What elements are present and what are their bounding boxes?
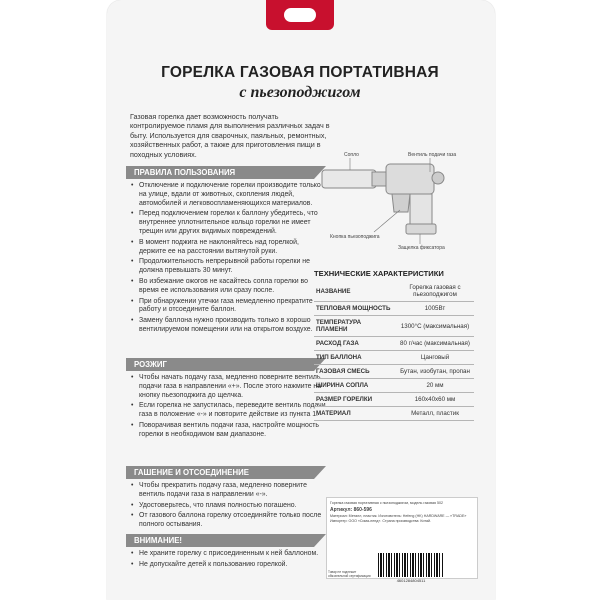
torch-diagram [310,150,470,250]
section-heading-rules: ПРАВИЛА ПОЛЬЗОВАНИЯ [126,166,314,179]
spec-key: РАСХОД ГАЗА [314,337,396,351]
article-line [330,508,474,513]
grip-shape [410,194,432,224]
table-row [314,316,474,337]
barcode-number: 4601284804511 [396,578,426,583]
article-number: 860-596 [353,506,372,513]
spec-key: ШИРИНА СОПЛА [314,379,396,393]
section-heading-warning: ВНИМАНИЕ! [126,534,314,547]
table-row [314,302,474,316]
article-label: Артикул: [330,506,353,513]
label-valve: Вентиль подачи газа [408,152,457,158]
specs-title: ТЕХНИЧЕСКИЕ ХАРАКТЕРИСТИКИ [314,269,444,278]
info-line: Горелка газовая портативная с пьезоподжигом, модель газовая 502 [330,501,443,505]
label-piezo: Кнопка пьезоподжига [330,234,380,240]
spec-value: Цанговый [396,351,474,365]
intro-text: Газовая горелка дает возможность получать контролируемое пламя для выполнения различных задач в быту. Используется для сварочных, паяльных, ремонтных, хозяйственных работ, а также для приготовления пищи в походных условиях. [130,112,330,159]
product-title: ГОРЕЛКА ГАЗОВАЯ ПОРТАТИВНАЯ [161,64,439,81]
spec-key: НАЗВАНИЕ [314,281,396,302]
spec-value: Металл, пластик [396,407,474,421]
spec-value: 20 мм [396,379,474,393]
spec-key: ТИП БАЛЛОНА [314,351,396,365]
spec-key: МАТЕРИАЛ [314,407,396,421]
specs-table [314,281,474,421]
list-item: • Чтобы прекратить подачу газа, медленно поверните вентиль подачи газа в направлении «-». [130,482,326,500]
list-item: • Перед подключением горелки к баллону убедитесь, что внутреннее уплотнительное кольцо горелки не имеет трещин или других видимых повреждений. [130,210,326,236]
spec-value: Горелка газовая с пьезоподжигом [396,281,474,302]
list-item: • Не допускайте детей к пользованию горелкой. [130,561,326,570]
valve-shape [432,172,444,184]
small-print: Материал: Металл, пластик. Изготовитель: Hefeng (HK) HARDWARE — «TRADE» Импортер: ООО «Сима-ленд». Страна производства: Китай. [330,514,467,523]
spec-value: 1300°C (максимальная) [396,316,474,337]
table-row [314,337,474,351]
list-item: • Замену баллона нужно производить только в хорошо вентилируемом помещении или на открытом воздухе. [130,317,326,335]
list-item: • Во избежание ожогов не касайтесь сопла горелки во время ее использования или сразу после. [130,278,326,296]
table-row [314,365,474,379]
torch-body-shape [386,164,434,194]
spec-key: ТЕПЛОВАЯ МОЩНОСТЬ [314,302,396,316]
warning-list [130,550,326,572]
hang-hole [284,8,316,22]
title-block [118,64,482,102]
section-heading-shutdown: ГАШЕНИЕ И ОТСОЕДИНЕНИЕ [126,466,314,479]
spec-value: 160x40x60 мм [396,393,474,407]
table-row [314,281,474,302]
list-item: • От газового баллона горелку отсоединяйте только после полного остывания. [130,512,326,530]
spec-key: РАЗМЕР ГОРЕЛКИ [314,393,396,407]
ignition-list [130,374,326,442]
section-heading-ignition: РОЗЖИГ [126,358,314,371]
rules-list [130,182,326,337]
list-item: • При обнаружении утечки газа немедленно прекратите работу и отсоедините баллон. [130,298,326,316]
list-item: • Чтобы начать подачу газа, медленно поверните вентиль подачи газа в направлении «+». После этого нажмите на кнопку пьезоподжига до щелчка. [130,374,326,400]
spec-value: 80 г/час (максимальная) [396,337,474,351]
spec-key: ГАЗОВАЯ СМЕСЬ [314,365,396,379]
shutdown-list [130,482,326,532]
label-nozzle: Сопло [344,152,359,158]
barcode [378,553,444,577]
spec-key: ТЕМПЕРАТУРА ПЛАМЕНИ [314,316,396,337]
certification-note: Товар не подлежит обязательной сертификации [328,570,371,578]
trigger-shape [392,194,410,212]
list-item: • Удостоверьтесь, что пламя полностью погашено. [130,502,326,511]
table-row [314,407,474,421]
table-row [314,393,474,407]
list-item: • В момент поджига не наклоняйтесь над горелкой, держите ее на расстоянии вытянутой руки. [130,239,326,257]
label-latch: Защелка фиксатора [398,245,445,250]
spec-value: Бутан, изобутан, пропан [396,365,474,379]
list-item: • Если горелка не запустилась, переведите вентиль подачи газа в положение «-» и повторите действие из пункта 1. [130,402,326,420]
list-item: • Не храните горелку с присоединенным к ней баллоном. [130,550,326,559]
table-row [314,351,474,365]
product-subtitle: с пьезоподжигом [239,84,361,101]
table-row [314,379,474,393]
latch-shape [406,224,436,234]
nozzle-shape [322,170,376,188]
list-item: • Поворачивая вентиль подачи газа, настройте мощность горелки в необходимом вам диапазоне. [130,422,326,440]
list-item: • Отключение и подключение горелки производите только на улице, вдали от животных, скопления людей, автомобилей и легковоспламеняющихся материалов. [130,182,326,208]
list-item: • Продолжительность непрерывной работы горелки не должна превышать 30 минут. [130,258,326,276]
spec-value: 1005Вт [396,302,474,316]
